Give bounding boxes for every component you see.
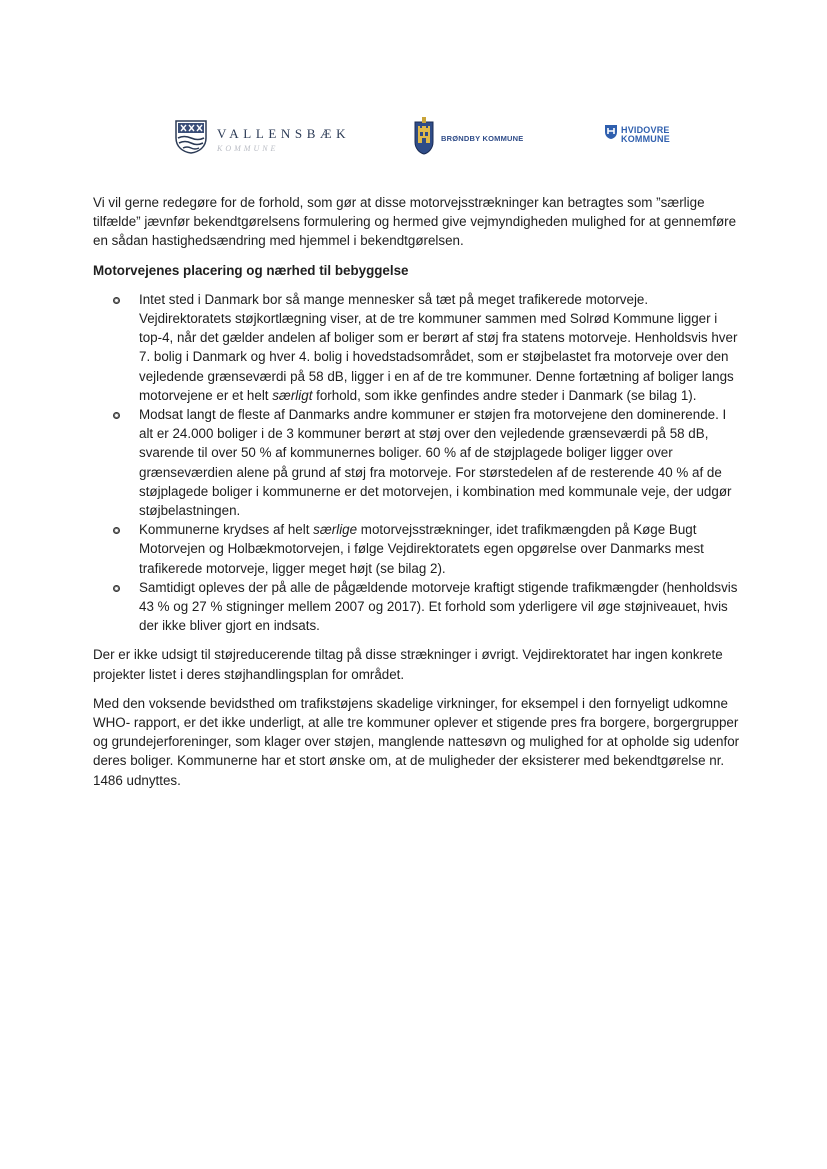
brondby-name: BRØNDBY KOMMUNE — [441, 134, 524, 143]
letter-body — [93, 193, 743, 800]
hvidovre-name: HVIDOVRE — [621, 124, 670, 135]
intro-paragraph: Vi vil gerne redegøre for de forhold, som gør at disse motorvejsstrækninger kan betragtes som ”særlige tilfælde” jævnfør bekendtgørelsens formulering og hermed give vejmyndigheden mulighed for at gennemføre en sådan hastighedsændring med hjemmel i bekendtgørelsen. — [93, 195, 737, 249]
paragraph-no-measures: Der er ikke udsigt til støjreducerende tiltag på disse strækninger i øvrigt. Vejdirektoratet har ingen konkrete projekter listet i deres støjhandlingsplan for området. — [93, 647, 723, 682]
vallensbaek-coat-of-arms-icon — [175, 120, 207, 159]
bullet-item-4: Samtidigt opleves der på alle de pågældende motorveje kraftigt stigende trafikmængder (henholdsvis 43 % og 27 % stigninger mellem 2007 og 2017). Et forhold som yderligere vil øge støjniveauet, hvis der ikke bliver gjort en indsats. — [139, 578, 743, 636]
brondby-logo — [413, 116, 523, 161]
bullet-item-1: Intet sted i Danmark bor så mange mennesker så tæt på meget trafikerede motorveje. Vejdirektoratets støjkortlægning viser, at de tre kommuner sammen med Solrød Kommune ligger i top-4, når det gælder andelen af boliger som er berørt af støj fra statens motorveje. Henholdsvis hver 7. bolig i Danmark og hver 4. bolig i hovedstadsområdet, som er støjbelastet fra motorveje over den vejledende grænseværdi på 58 dB, ligger i en af de tre kommuner. Denne fortætning af boliger langs motorvejene er et helt særligt forhold, som ikke genfindes andre steder i Danmark (se bilag 1). — [139, 290, 743, 405]
vallensbaek-logo — [175, 120, 350, 159]
bullet-item-2: Modsat langt de fleste af Danmarks andre kommuner er støjen fra motorvejene den dominerende. I alt er 24.000 boliger i de 3 kommuner berørt at støj over den vejledende grænseværdi på 58 dB, svarende til over 50 % af kommunernes boliger. 60 % af de støjplagede boliger ligger over grænseværdien alene på grund af støj fra motorveje. For størstedelen af de resterende 40 % af de støjplagede boliger i kommunerne er det motorvejen, i kombination med kommunale veje, der udgør støjbelastningen. — [139, 405, 743, 520]
hvidovre-kommune: KOMMUNE — [621, 133, 670, 144]
section-heading: Motorvejenes placering og nærhed til bebyggelse — [93, 262, 409, 278]
vallensbaek-name: VALLENSBÆK — [217, 126, 351, 141]
bullet-item-3: Kommunerne krydses af helt særlige motorvejsstrækninger, idet trafikmængden på Køge Bugt Motorvejen og Holbækmotorvejen, i følge Vejdirektoratets egen opgørelse over Danmarks mest trafikerede motorveje, ligger meget højt (se bilag 2). — [139, 520, 743, 578]
vallensbaek-subtitle: KOMMUNE — [217, 144, 279, 153]
hvidovre-logo — [604, 124, 670, 145]
bullet-list — [93, 290, 743, 636]
hvidovre-shield-icon — [604, 124, 618, 145]
paragraph-awareness: Med den voksende bevidsthed om trafikstøjens skadelige virkninger, for eksempel i den fornyeligt udkomne WHO- rapport, er det ikke underligt, at alle tre kommuner oplever et stigende pres fra borgere, borgergrupper og grundejerforeninger, som klager over støjen, manglende nattesøvn og mulighed for at opholde sig udenfor deres boliger. Kommunerne har et stort ønske om, at de muligheder der eksisterer med bekendtgørelse nr. 1486 udnyttes. — [93, 695, 740, 788]
brondby-coat-of-arms-icon — [413, 116, 435, 161]
header-logos — [0, 112, 827, 164]
